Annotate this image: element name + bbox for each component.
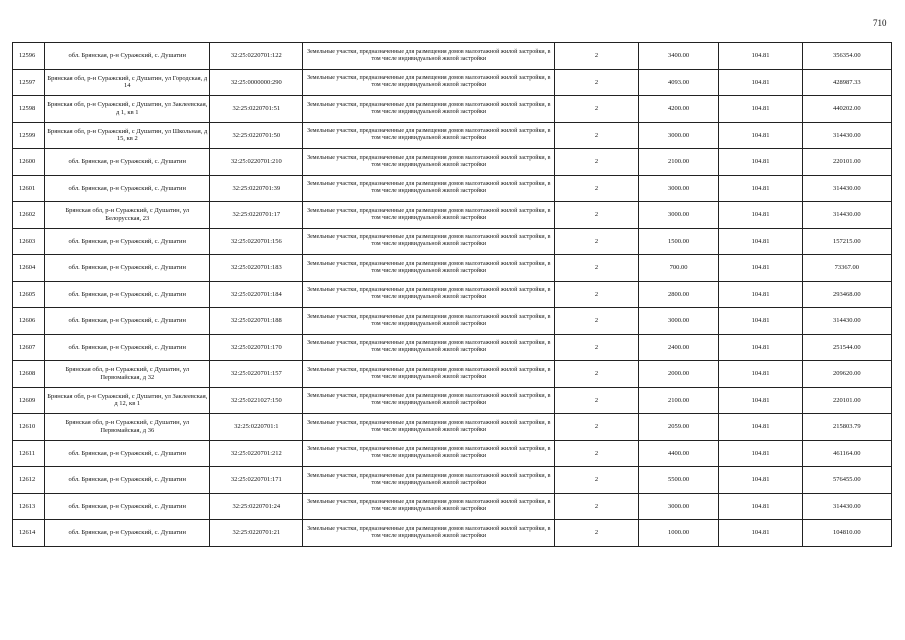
- cadastral-number-cell: 32:25:0220701:156: [210, 228, 303, 255]
- cadastral-number-cell: 32:25:0220701:1: [210, 414, 303, 441]
- row-number-cell: 12602: [13, 202, 45, 229]
- cadastral-number-cell: 32:25:0220701:210: [210, 149, 303, 176]
- land-use-cell: Земельные участки, предназначенные для размещения домов малоэтажной жилой застройки, в том числе индивидуальной жилой застройки: [303, 334, 555, 361]
- address-cell: обл. Брянская, р-н Суражский, с. Душатин: [45, 281, 210, 308]
- area-cell: 700.00: [638, 255, 719, 282]
- cadastral-value-cell: 220101.00: [802, 149, 891, 176]
- cadastral-value-cell: 104810.00: [802, 520, 891, 547]
- cadastral-value-cell: 314430.00: [802, 175, 891, 202]
- land-use-cell: Земельные участки, предназначенные для размещения домов малоэтажной жилой застройки, в том числе индивидуальной жилой застройки: [303, 467, 555, 494]
- table-row: [13, 69, 892, 96]
- address-cell: обл. Брянская, р-н Суражский, с. Душатин: [45, 175, 210, 202]
- cadastral-number-cell: 32:25:0220701:122: [210, 43, 303, 70]
- table-row: [13, 334, 892, 361]
- cadastral-value-cell: 440202.00: [802, 96, 891, 123]
- address-cell: обл. Брянская, р-н Суражский, с. Душатин: [45, 520, 210, 547]
- row-number-cell: 12604: [13, 255, 45, 282]
- area-cell: 2100.00: [638, 149, 719, 176]
- category-cell: 2: [555, 414, 638, 441]
- table-row: [13, 43, 892, 70]
- row-number-cell: 12600: [13, 149, 45, 176]
- category-cell: 2: [555, 467, 638, 494]
- area-cell: 3400.00: [638, 43, 719, 70]
- row-number-cell: 12605: [13, 281, 45, 308]
- row-number-cell: 12612: [13, 467, 45, 494]
- row-number-cell: 12610: [13, 414, 45, 441]
- table-row: [13, 149, 892, 176]
- row-number-cell: 12611: [13, 440, 45, 467]
- row-number-cell: 12606: [13, 308, 45, 335]
- table-row: [13, 96, 892, 123]
- category-cell: 2: [555, 361, 638, 388]
- table-row: [13, 520, 892, 547]
- category-cell: 2: [555, 520, 638, 547]
- address-cell: Брянская обл, р-н Суражский, с Душатин, ул Белорусская, 23: [45, 202, 210, 229]
- area-cell: 4093.00: [638, 69, 719, 96]
- cadastral-number-cell: 32:25:0220701:171: [210, 467, 303, 494]
- table-body: [13, 43, 892, 547]
- category-cell: 2: [555, 43, 638, 70]
- category-cell: 2: [555, 202, 638, 229]
- area-cell: 2000.00: [638, 361, 719, 388]
- table-row: [13, 228, 892, 255]
- category-cell: 2: [555, 334, 638, 361]
- table-row: [13, 387, 892, 414]
- cadastral-number-cell: 32:25:0220701:39: [210, 175, 303, 202]
- cadastral-value-cell: 314430.00: [802, 493, 891, 520]
- cadastral-number-cell: 32:25:0220701:184: [210, 281, 303, 308]
- address-cell: обл. Брянская, р-н Суражский, с. Душатин: [45, 228, 210, 255]
- area-cell: 1500.00: [638, 228, 719, 255]
- address-cell: Брянская обл, р-н Суражский, с Душатин, ул Школьная, д 15, кв 2: [45, 122, 210, 149]
- category-cell: 2: [555, 493, 638, 520]
- row-number-cell: 12596: [13, 43, 45, 70]
- area-cell: 3000.00: [638, 493, 719, 520]
- rate-cell: 104.81: [719, 414, 802, 441]
- rate-cell: 104.81: [719, 202, 802, 229]
- rate-cell: 104.81: [719, 387, 802, 414]
- address-cell: обл. Брянская, р-н Суражский, с. Душатин: [45, 334, 210, 361]
- cadastral-number-cell: 32:25:0220701:157: [210, 361, 303, 388]
- area-cell: 1000.00: [638, 520, 719, 547]
- category-cell: 2: [555, 122, 638, 149]
- cadastral-number-cell: 32:25:0220701:51: [210, 96, 303, 123]
- rate-cell: 104.81: [719, 175, 802, 202]
- land-use-cell: Земельные участки, предназначенные для размещения домов малоэтажной жилой застройки, в том числе индивидуальной жилой застройки: [303, 414, 555, 441]
- land-use-cell: Земельные участки, предназначенные для размещения домов малоэтажной жилой застройки, в том числе индивидуальной жилой застройки: [303, 520, 555, 547]
- row-number-cell: 12599: [13, 122, 45, 149]
- area-cell: 3000.00: [638, 308, 719, 335]
- row-number-cell: 12597: [13, 69, 45, 96]
- rate-cell: 104.81: [719, 149, 802, 176]
- land-use-cell: Земельные участки, предназначенные для размещения домов малоэтажной жилой застройки, в том числе индивидуальной жилой застройки: [303, 175, 555, 202]
- land-use-cell: Земельные участки, предназначенные для размещения домов малоэтажной жилой застройки, в том числе индивидуальной жилой застройки: [303, 43, 555, 70]
- area-cell: 2400.00: [638, 334, 719, 361]
- cadastral-value-cell: 209620.00: [802, 361, 891, 388]
- table-row: [13, 440, 892, 467]
- area-cell: 2800.00: [638, 281, 719, 308]
- address-cell: обл. Брянская, р-н Суражский, с. Душатин: [45, 255, 210, 282]
- cadastral-number-cell: 32:25:0220701:24: [210, 493, 303, 520]
- land-use-cell: Земельные участки, предназначенные для размещения домов малоэтажной жилой застройки, в том числе индивидуальной жилой застройки: [303, 255, 555, 282]
- rate-cell: 104.81: [719, 440, 802, 467]
- land-use-cell: Земельные участки, предназначенные для размещения домов малоэтажной жилой застройки, в том числе индивидуальной жилой застройки: [303, 96, 555, 123]
- area-cell: 2059.00: [638, 414, 719, 441]
- land-use-cell: Земельные участки, предназначенные для размещения домов малоэтажной жилой застройки, в том числе индивидуальной жилой застройки: [303, 122, 555, 149]
- table-row: [13, 467, 892, 494]
- land-use-cell: Земельные участки, предназначенные для размещения домов малоэтажной жилой застройки, в том числе индивидуальной жилой застройки: [303, 202, 555, 229]
- table-row: [13, 281, 892, 308]
- cadastral-number-cell: 32:25:0000000:290: [210, 69, 303, 96]
- cadastral-number-cell: 32:25:0220701:183: [210, 255, 303, 282]
- cadastral-value-cell: 220101.00: [802, 387, 891, 414]
- rate-cell: 104.81: [719, 334, 802, 361]
- cadastral-value-cell: 314430.00: [802, 122, 891, 149]
- land-use-cell: Земельные участки, предназначенные для размещения домов малоэтажной жилой застройки, в том числе индивидуальной жилой застройки: [303, 281, 555, 308]
- rate-cell: 104.81: [719, 493, 802, 520]
- address-cell: Брянская обл, р-н Суражский, с Душатин, ул Первомайская, д 32: [45, 361, 210, 388]
- area-cell: 3000.00: [638, 175, 719, 202]
- rate-cell: 104.81: [719, 520, 802, 547]
- cadastral-number-cell: 32:25:0220701:17: [210, 202, 303, 229]
- address-cell: Брянская обл, р-н Суражский, с Душатин, ул Первомайская, д 36: [45, 414, 210, 441]
- land-use-cell: Земельные участки, предназначенные для размещения домов малоэтажной жилой застройки, в том числе индивидуальной жилой застройки: [303, 387, 555, 414]
- land-use-cell: Земельные участки, предназначенные для размещения домов малоэтажной жилой застройки, в том числе индивидуальной жилой застройки: [303, 493, 555, 520]
- cadastral-value-cell: 73367.00: [802, 255, 891, 282]
- cadastral-value-cell: 293468.00: [802, 281, 891, 308]
- cadastral-value-cell: 215803.79: [802, 414, 891, 441]
- rate-cell: 104.81: [719, 69, 802, 96]
- category-cell: 2: [555, 281, 638, 308]
- address-cell: обл. Брянская, р-н Суражский, с. Душатин: [45, 308, 210, 335]
- cadastral-number-cell: 32:25:0220701:188: [210, 308, 303, 335]
- table-row: [13, 255, 892, 282]
- rate-cell: 104.81: [719, 467, 802, 494]
- category-cell: 2: [555, 149, 638, 176]
- address-cell: обл. Брянская, р-н Суражский, с. Душатин: [45, 467, 210, 494]
- row-number-cell: 12609: [13, 387, 45, 414]
- row-number-cell: 12608: [13, 361, 45, 388]
- land-use-cell: Земельные участки, предназначенные для размещения домов малоэтажной жилой застройки, в том числе индивидуальной жилой застройки: [303, 308, 555, 335]
- row-number-cell: 12613: [13, 493, 45, 520]
- category-cell: 2: [555, 308, 638, 335]
- cadastral-value-cell: 428987.33: [802, 69, 891, 96]
- land-use-cell: Земельные участки, предназначенные для размещения домов малоэтажной жилой застройки, в том числе индивидуальной жилой застройки: [303, 69, 555, 96]
- cadastral-number-cell: 32:25:0220701:170: [210, 334, 303, 361]
- cadastral-number-cell: 32:25:0220701:212: [210, 440, 303, 467]
- rate-cell: 104.81: [719, 255, 802, 282]
- rate-cell: 104.81: [719, 281, 802, 308]
- cadastral-value-cell: 314430.00: [802, 202, 891, 229]
- address-cell: Брянская обл, р-н Суражский, с Душатин, ул Заклеевская, д 1, кв 1: [45, 96, 210, 123]
- land-use-cell: Земельные участки, предназначенные для размещения домов малоэтажной жилой застройки, в том числе индивидуальной жилой застройки: [303, 361, 555, 388]
- area-cell: 4200.00: [638, 96, 719, 123]
- category-cell: 2: [555, 228, 638, 255]
- land-use-cell: Земельные участки, предназначенные для размещения домов малоэтажной жилой застройки, в том числе индивидуальной жилой застройки: [303, 228, 555, 255]
- table-row: [13, 493, 892, 520]
- cadastral-value-cell: 461164.00: [802, 440, 891, 467]
- rate-cell: 104.81: [719, 122, 802, 149]
- category-cell: 2: [555, 175, 638, 202]
- land-plots-table: [12, 42, 892, 547]
- category-cell: 2: [555, 69, 638, 96]
- address-cell: обл. Брянская, р-н Суражский, с. Душатин: [45, 440, 210, 467]
- row-number-cell: 12601: [13, 175, 45, 202]
- row-number-cell: 12607: [13, 334, 45, 361]
- table-row: [13, 414, 892, 441]
- land-use-cell: Земельные участки, предназначенные для размещения домов малоэтажной жилой застройки, в том числе индивидуальной жилой застройки: [303, 440, 555, 467]
- cadastral-number-cell: 32:25:0221027:150: [210, 387, 303, 414]
- area-cell: 3000.00: [638, 202, 719, 229]
- cadastral-value-cell: 314430.00: [802, 308, 891, 335]
- table-row: [13, 361, 892, 388]
- address-cell: Брянская обл, р-н Суражский, с Душатин, ул Городская, д 14: [45, 69, 210, 96]
- row-number-cell: 12603: [13, 228, 45, 255]
- rate-cell: 104.81: [719, 308, 802, 335]
- rate-cell: 104.81: [719, 361, 802, 388]
- table-row: [13, 202, 892, 229]
- address-cell: обл. Брянская, р-н Суражский, с. Душатин: [45, 43, 210, 70]
- address-cell: обл. Брянская, р-н Суражский, с. Душатин: [45, 493, 210, 520]
- page-number: 710: [873, 18, 887, 28]
- cadastral-value-cell: 157215.00: [802, 228, 891, 255]
- rate-cell: 104.81: [719, 228, 802, 255]
- row-number-cell: 12598: [13, 96, 45, 123]
- rate-cell: 104.81: [719, 43, 802, 70]
- table-row: [13, 175, 892, 202]
- row-number-cell: 12614: [13, 520, 45, 547]
- category-cell: 2: [555, 255, 638, 282]
- cadastral-value-cell: 356354.00: [802, 43, 891, 70]
- address-cell: обл. Брянская, р-н Суражский, с. Душатин: [45, 149, 210, 176]
- cadastral-number-cell: 32:25:0220701:21: [210, 520, 303, 547]
- area-cell: 2100.00: [638, 387, 719, 414]
- table-row: [13, 308, 892, 335]
- table-row: [13, 122, 892, 149]
- address-cell: Брянская обл, р-н Суражский, с Душатин, ул Заклеевская, д 12, кв 1: [45, 387, 210, 414]
- land-use-cell: Земельные участки, предназначенные для размещения домов малоэтажной жилой застройки, в том числе индивидуальной жилой застройки: [303, 149, 555, 176]
- cadastral-value-cell: 576455.00: [802, 467, 891, 494]
- area-cell: 3000.00: [638, 122, 719, 149]
- category-cell: 2: [555, 440, 638, 467]
- rate-cell: 104.81: [719, 96, 802, 123]
- category-cell: 2: [555, 387, 638, 414]
- cadastral-value-cell: 251544.00: [802, 334, 891, 361]
- area-cell: 5500.00: [638, 467, 719, 494]
- cadastral-number-cell: 32:25:0220701:50: [210, 122, 303, 149]
- category-cell: 2: [555, 96, 638, 123]
- area-cell: 4400.00: [638, 440, 719, 467]
